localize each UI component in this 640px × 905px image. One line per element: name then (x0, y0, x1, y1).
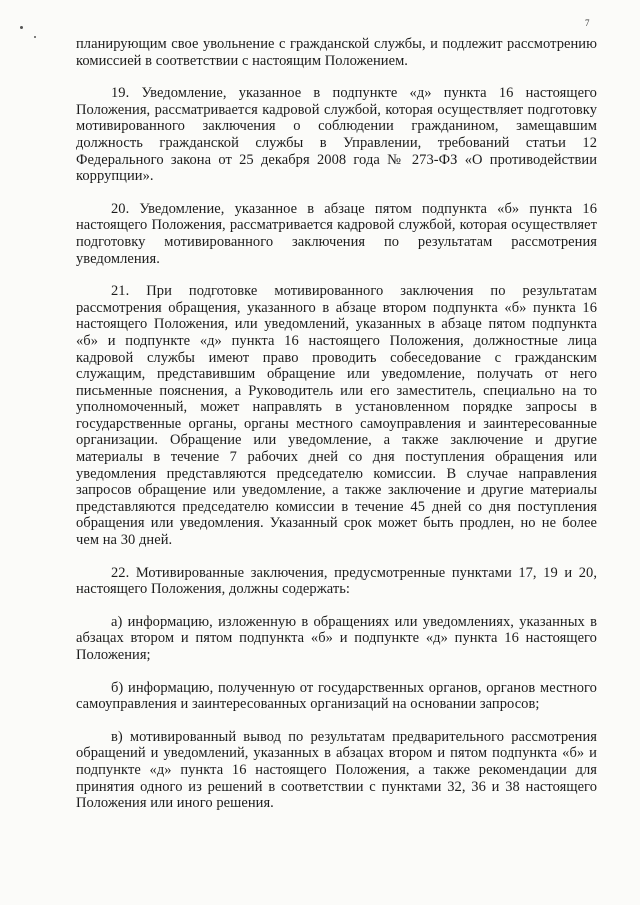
scan-marks (20, 26, 60, 66)
paragraph-20: 20. Уведомление, указанное в абзаце пятом подпункта «б» пункта 16 настоящего Положения, рассматривается кадровой службой, которая осуществляет подготовку мотивированного заключения по результатам рассмотрения уведомления. (76, 200, 597, 267)
page-number: 7 (585, 18, 590, 28)
paragraph-22-b: б) информацию, полученную от государственных органов, органов местного самоуправления и заинтересованных организаций на основании запросов; (76, 679, 597, 713)
paragraph-19: 19. Уведомление, указанное в подпункте «д» пункта 16 настоящего Положения, рассматривается кадровой службой, которая осуществляет подготовку мотивированного заключения о соблюдении гражданином, замещавшим должность гражданской службы в Управлении, требований статьи 12 Федерального закона от 25 декабря 2008 года № 273-ФЗ «О противодействии коррупции». (76, 85, 597, 185)
paragraph-21: 21. При подготовке мотивированного заключения по результатам рассмотрения обращения, указанного в абзаце втором подпункта «б» пункта 16 настоящего Положения, или уведомлений, указанных в абзаце пятом подпункта «б» и подпункте «д» пункта 16 настоящего Положения, должностные лица кадровой службы имеют право проводить собеседование с гражданским служащим, представившим обращение или уведомление, получать от него письменные пояснения, а Руководитель или его заместитель, специально на то уполномоченный, может направлять в установленном порядке запросы в государственные органы, органы местного самоуправления и заинтересованные организации. Обращение или уведомление, а также заключение и другие материалы в течение 7 рабочих дней со дня поступления обращения или уведомления представляются председателю комиссии. В случае направления запросов обращение или уведомление, а также заключение и другие материалы представляются председателю комиссии в течение 45 дней со дня поступления обращения или уведомления. Указанный срок может быть продлен, но не более чем на 30 дней. (76, 283, 597, 549)
document-body (76, 36, 597, 812)
paragraph-continuation: планирующим свое увольнение с гражданской службы, и подлежит рассмотрению комиссией в соответствии с настоящим Положением. (76, 36, 597, 69)
paragraph-22: 22. Мотивированные заключения, предусмотренные пунктами 17, 19 и 20, настоящего Положения, должны содержать: (76, 564, 597, 598)
paragraph-22-a: а) информацию, изложенную в обращениях или уведомлениях, указанных в абзацах втором и пятом подпункта «б» и подпункте «д» пункта 16 настоящего Положения; (76, 613, 597, 663)
paragraph-22-c: в) мотивированный вывод по результатам предварительного рассмотрения обращений и уведомлений, указанных в абзацах втором и пятом подпункта «б» и подпункте «д» пункта 16 настоящего Положения, а также рекомендации для принятия одного из решений в соответствии с пунктами 32, 36 и 38 настоящего Положения или иного решения. (76, 728, 597, 812)
